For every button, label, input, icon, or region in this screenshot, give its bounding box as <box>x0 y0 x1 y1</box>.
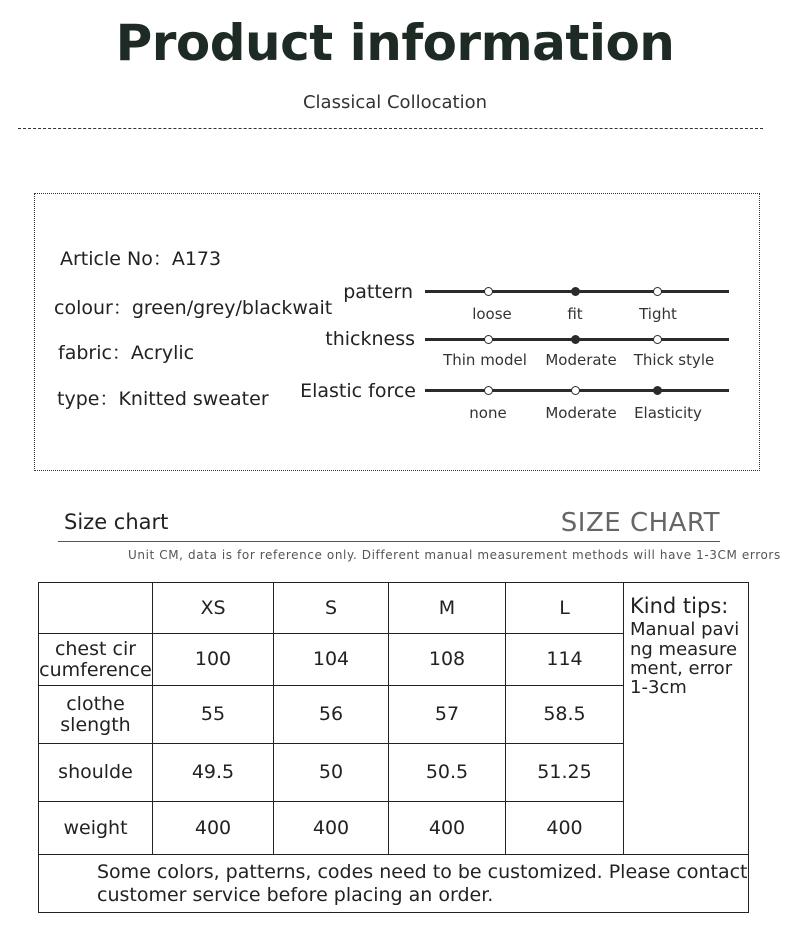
size-header: S <box>274 583 389 634</box>
scale-dot <box>653 287 662 296</box>
size-header: XS <box>153 583 274 634</box>
table-cell: 51.25 <box>506 744 624 802</box>
table-cell: 100 <box>153 634 274 686</box>
table-cell: 56 <box>274 686 389 744</box>
page-subtitle: Classical Collocation <box>302 92 487 113</box>
scale-dot <box>484 287 493 296</box>
table-cell: 50.5 <box>389 744 506 802</box>
row-label: shoulde <box>39 744 153 802</box>
table-cell: 49.5 <box>153 744 274 802</box>
size-header: L <box>506 583 624 634</box>
size-chart-title: Size chart <box>64 510 169 534</box>
size-header: M <box>389 583 506 634</box>
scale-dot <box>571 287 580 296</box>
scale-tick: Thin model <box>443 351 527 369</box>
scale-dot <box>653 386 662 395</box>
colour-attribute: colour：green/grey/blackwait <box>54 297 333 319</box>
measurement-note: Unit CM, data is for reference only. Different manual measurement methods will have 1-3CM errors <box>128 548 781 562</box>
row-label: clothe slength <box>39 686 153 744</box>
table-corner-cell <box>39 583 153 634</box>
type-attribute: type：Knitted sweater <box>57 388 269 410</box>
size-chart-title-caps: SIZE CHART <box>560 508 720 538</box>
scale-tick: Moderate <box>545 351 617 369</box>
size-table <box>38 582 749 913</box>
kind-tips-body: Manual paving measurement, error 1-3cm <box>630 619 740 699</box>
table-footer-row <box>39 855 749 913</box>
table-cell: 114 <box>506 634 624 686</box>
scale-tick: none <box>469 404 507 422</box>
customization-notice: Some colors, patterns, codes need to be customized. Please contact customer service before placing an order. <box>39 855 749 913</box>
table-cell: 55 <box>153 686 274 744</box>
fabric-attribute: fabric：Acrylic <box>58 342 195 364</box>
scale-tick: Thick style <box>633 351 715 369</box>
row-label: weight <box>39 802 153 855</box>
kind-tips-title: Kind tips: <box>630 594 729 618</box>
scale-tick: Moderate <box>545 404 617 422</box>
scale-label-thickness: thickness <box>325 328 415 350</box>
divider <box>18 128 763 129</box>
article-number: Article No：A173 <box>60 248 222 270</box>
table-cell: 50 <box>274 744 389 802</box>
kind-tips-cell <box>624 583 749 855</box>
scale-label-pattern: pattern <box>343 281 413 303</box>
scale-tick: Elasticity <box>634 404 702 422</box>
scale-label-elastic-force: Elastic force <box>300 380 416 402</box>
table-cell: 104 <box>274 634 389 686</box>
scale-dot <box>571 335 580 344</box>
table-cell: 400 <box>389 802 506 855</box>
row-label: chest cir cumference <box>39 634 153 686</box>
scale-tick: loose <box>472 305 512 323</box>
scale-tick: fit <box>567 305 583 323</box>
table-cell: 400 <box>274 802 389 855</box>
divider <box>58 541 720 542</box>
table-cell: 400 <box>153 802 274 855</box>
scale-dot <box>571 386 580 395</box>
table-cell: 108 <box>389 634 506 686</box>
scale-tick: Tight <box>639 305 677 323</box>
scale-dot <box>653 335 662 344</box>
table-cell: 400 <box>506 802 624 855</box>
scale-dot <box>484 335 493 344</box>
table-cell: 57 <box>389 686 506 744</box>
page-title: Product information <box>115 14 675 72</box>
table-header-row <box>39 583 749 634</box>
scale-dot <box>484 386 493 395</box>
table-cell: 58.5 <box>506 686 624 744</box>
